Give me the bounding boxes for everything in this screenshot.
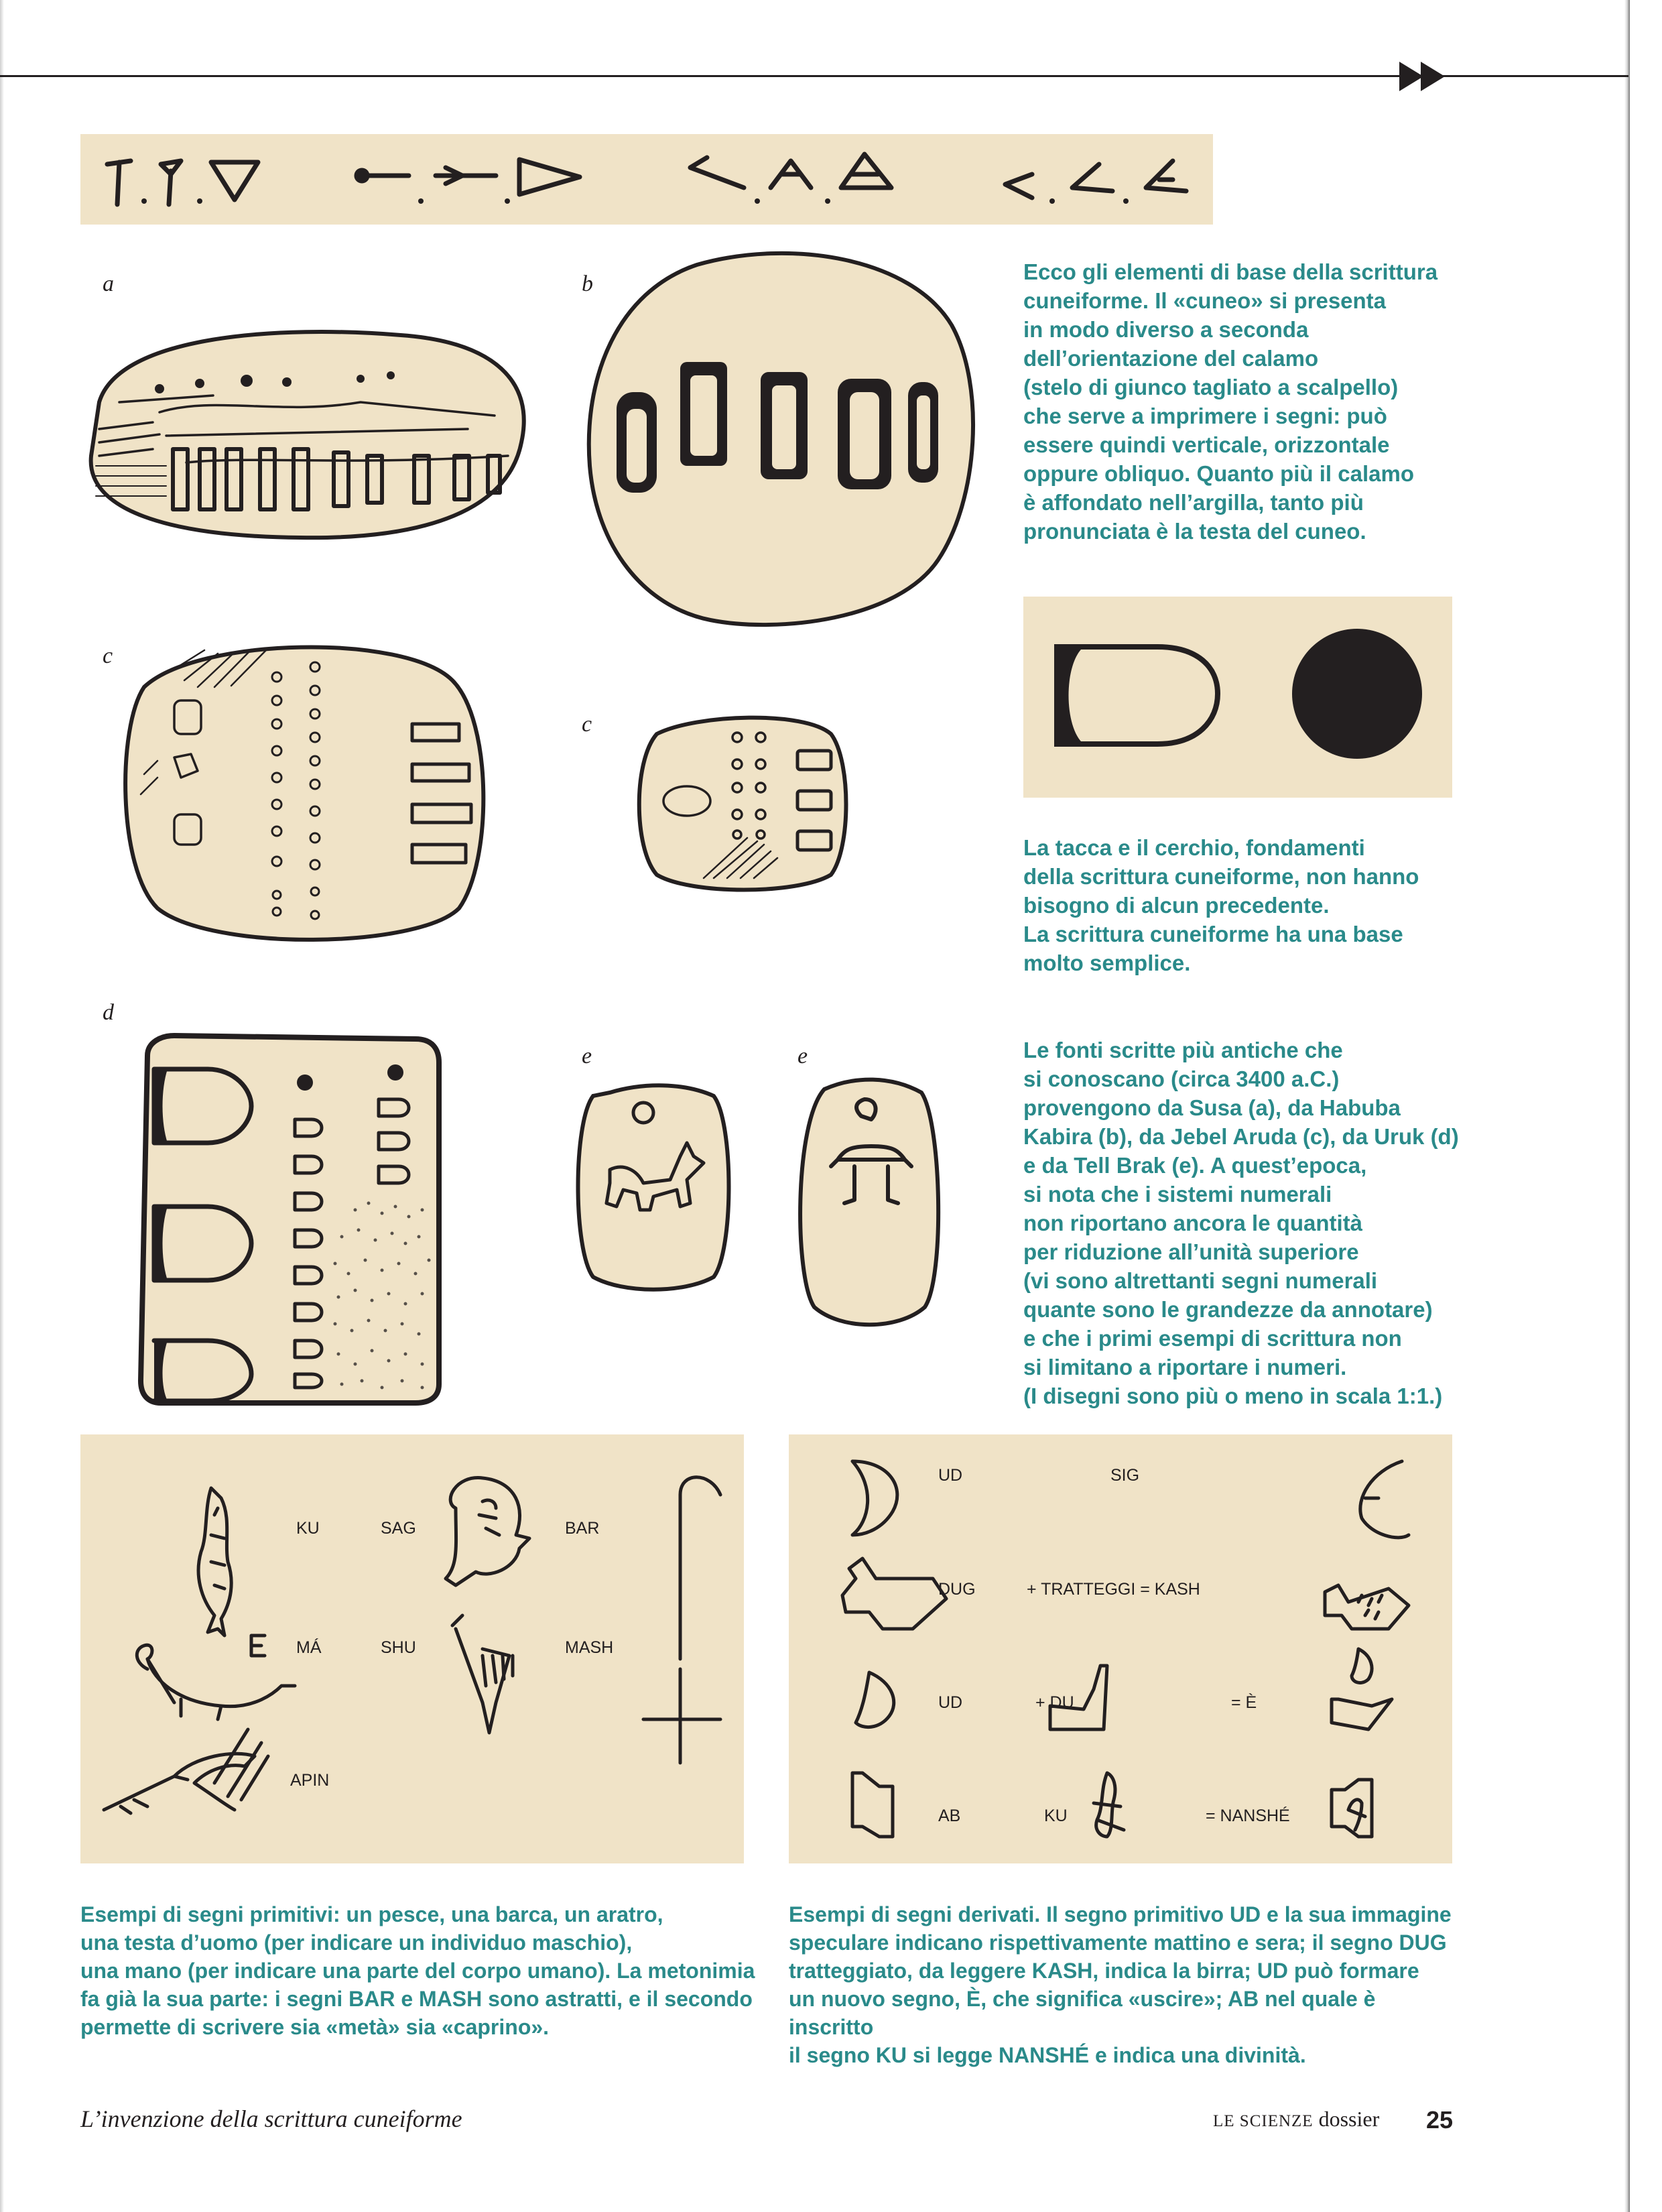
figure-letter-e-left: e (582, 1044, 592, 1068)
figure-letter-c-small: c (582, 712, 592, 737)
caption-line: Kabira (b), da Jebel Aruda (c), da Uruk (d) (1023, 1124, 1459, 1149)
label-tratteggi-kash: + TRATTEGGI = KASH (1027, 1580, 1200, 1599)
caption-oldest-sources (1023, 1036, 1479, 1410)
figure-letter-e-right: e (797, 1044, 808, 1068)
caption-line: si limitano a riportare i numeri. (1023, 1355, 1347, 1379)
notch-and-circle-illustration (1023, 597, 1452, 798)
caption-derived-signs (789, 1900, 1459, 2069)
tablet-b-habuba-kabira (576, 245, 978, 640)
tablet-d-uruk (134, 1036, 442, 1404)
derived-signs-illustration (789, 1434, 1452, 1863)
label-eq-nanshe: = NANSHÉ (1206, 1806, 1290, 1825)
caption-line: tratteggiato, da leggere KASH, indica la birra; UD può formare (789, 1959, 1419, 1983)
caption-line: una testa d’uomo (per indicare un individuo maschio), (80, 1930, 633, 1955)
caption-line: molto semplice. (1023, 950, 1191, 975)
figure-letter-a: a (103, 271, 114, 296)
tablet-c-jebel-aruda (117, 640, 493, 952)
wedge-variants-illustration (80, 134, 1213, 225)
caption-line: il segno KU si legge NANSHÉ e indica una divinità. (789, 2043, 1306, 2067)
caption-line: Esempi di segni derivati. Il segno primitivo UD e la sua immagine (789, 1902, 1452, 1926)
figure-letter-d: d (103, 1000, 114, 1025)
caption-line: (I disegni sono più o meno in scala 1:1.) (1023, 1384, 1443, 1408)
caption-line: della scrittura cuneiforme, non hanno (1023, 864, 1419, 889)
caption-line: bisogno di alcun precedente. (1023, 893, 1330, 918)
page-number: 25 (1426, 2106, 1454, 2134)
caption-line: Le fonti scritte più antiche che (1023, 1038, 1343, 1062)
tablet-a-susa (79, 322, 535, 543)
label-ud-2: UD (938, 1693, 963, 1712)
caption-line: speculare indicano rispettivamente mattino e sera; il segno DUG (789, 1930, 1447, 1955)
magazine-word: dossier (1318, 2107, 1380, 2131)
label-ku: KU (296, 1519, 320, 1538)
tablet-e-tell-brak-figure (791, 1076, 948, 1331)
caption-line: si nota che i sistemi numerali (1023, 1182, 1332, 1207)
caption-line: si conoscano (circa 3400 a.C.) (1023, 1066, 1340, 1091)
tablet-e-tell-brak-animal (570, 1083, 737, 1294)
caption-line: dell’orientazione del calamo (1023, 346, 1319, 371)
caption-line: (vi sono altrettanti segni numerali (1023, 1268, 1378, 1293)
caption-line: pronunciata è la testa del cuneo. (1023, 519, 1366, 544)
caption-line: per riduzione all’unità superiore (1023, 1239, 1359, 1264)
caption-line: in modo diverso a seconda (1023, 317, 1309, 342)
caption-line: non riportano ancora le quantità (1023, 1211, 1363, 1235)
running-footer-title: L’invenzione della scrittura cuneiforme (80, 2105, 462, 2132)
caption-line: un nuovo segno, È, che significa «uscire»; AB nel quale è inscritto (789, 1987, 1376, 2039)
label-sig: SIG (1110, 1466, 1140, 1485)
caption-line: Esempi di segni primitivi: un pesce, una barca, un aratro, (80, 1902, 663, 1926)
page-left-edge (0, 0, 4, 2212)
label-apin: APIN (290, 1771, 330, 1790)
label-shu: SHU (381, 1638, 416, 1657)
label-ud-1: UD (938, 1466, 963, 1485)
figure-letter-b: b (582, 271, 593, 296)
primitive-signs-panel (80, 1434, 744, 1863)
label-ab: AB (938, 1806, 961, 1825)
label-ma: MÁ (296, 1638, 322, 1657)
caption-line: che serve a imprimere i segni: può (1023, 404, 1387, 428)
double-arrow-icon (1399, 62, 1453, 91)
label-mash: MASH (565, 1638, 614, 1657)
wedge-variants-strip (80, 134, 1213, 225)
caption-line: quante sono le grandezze da annotare) (1023, 1297, 1433, 1322)
caption-line: e da Tell Brak (e). A quest’epoca, (1023, 1153, 1367, 1178)
notch-circle-panel (1023, 597, 1452, 798)
caption-line: essere quindi verticale, orizzontale (1023, 432, 1390, 457)
caption-line: provengono da Susa (a), da Habuba (1023, 1095, 1401, 1120)
caption-line: è affondato nell’argilla, tanto più (1023, 490, 1364, 515)
caption-line: fa già la sua parte: i segni BAR e MASH sono astratti, e il secondo (80, 1987, 753, 2011)
magazine-caps: LE SCIENZE (1213, 2112, 1314, 2130)
magazine-name (1213, 2107, 1379, 2132)
label-sag: SAG (381, 1519, 416, 1538)
figure-letter-c: c (103, 643, 113, 668)
label-bar: BAR (565, 1519, 600, 1538)
tablet-c-small-jebel-aruda (630, 714, 851, 895)
caption-line: (stelo di giunco tagliato a scalpello) (1023, 375, 1399, 400)
derived-signs-panel (789, 1434, 1452, 1863)
label-eq-e: = È (1231, 1693, 1257, 1712)
label-ku-derived: KU (1044, 1806, 1068, 1825)
label-dug: DUG (938, 1580, 976, 1599)
caption-line: cuneiforme. Il «cuneo» si presenta (1023, 288, 1387, 313)
page-right-edge (1624, 0, 1630, 2212)
caption-line: e che i primi esempi di scrittura non (1023, 1326, 1402, 1351)
caption-line: permette di scrivere sia «metà» sia «caprino». (80, 2015, 550, 2039)
caption-wedge-intro (1023, 257, 1452, 546)
caption-primitive-signs (80, 1900, 764, 2041)
label-plus-du: + DU (1035, 1693, 1074, 1712)
caption-line: oppure obliquo. Quanto più il calamo (1023, 461, 1414, 486)
caption-notch-circle (1023, 833, 1452, 977)
header-rule (0, 75, 1628, 77)
caption-line: La scrittura cuneiforme ha una base (1023, 922, 1403, 946)
caption-line: La tacca e il cerchio, fondamenti (1023, 835, 1365, 860)
caption-line: Ecco gli elementi di base della scrittura (1023, 259, 1438, 284)
caption-line: una mano (per indicare una parte del corpo umano). La metonimia (80, 1959, 755, 1983)
